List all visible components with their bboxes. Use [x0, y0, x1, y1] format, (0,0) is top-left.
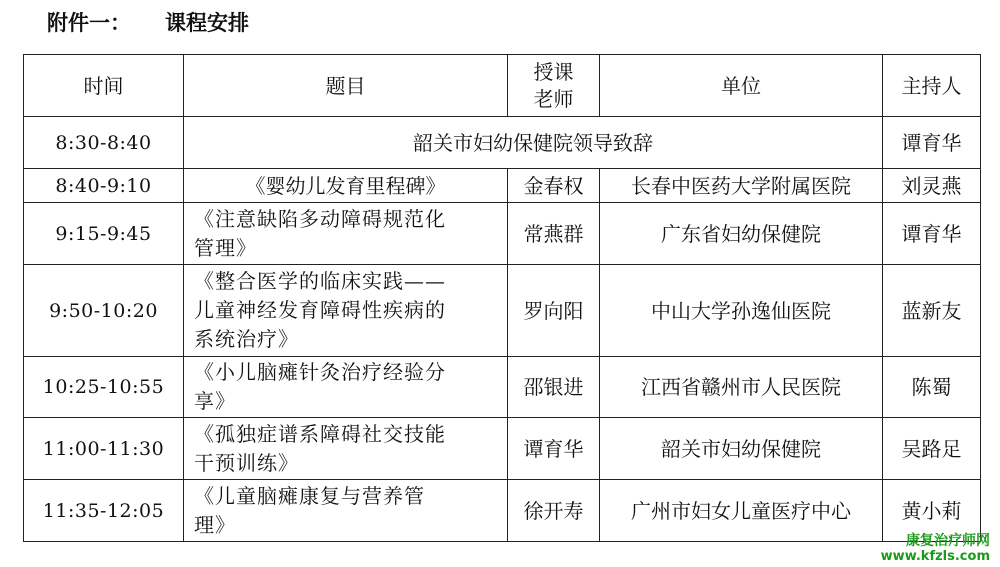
row-teacher: 罗向阳 [508, 265, 600, 357]
row-teacher: 常燕群 [508, 203, 600, 265]
row-topic-line: 干预训练》 [194, 450, 299, 475]
row-host: 陈蜀 [883, 357, 981, 418]
row-topic-line: 《儿童脑瘫康复与营养管 [194, 483, 425, 508]
header-teacher-line1: 授课 [533, 59, 574, 84]
opening-text: 韶关市妇幼保健院领导致辞 [184, 117, 883, 169]
heading-label: 附件一： [47, 11, 131, 35]
row-topic-line: 系统治疗》 [194, 327, 299, 351]
table-row [24, 418, 981, 480]
row-topic [184, 418, 508, 480]
table-row [24, 480, 981, 542]
opening-host: 谭育华 [883, 117, 981, 169]
row-host: 吴路足 [883, 418, 981, 480]
header-teacher-line2: 老师 [533, 86, 574, 111]
row-teacher: 邵银进 [508, 357, 600, 418]
row-teacher: 金春权 [508, 169, 600, 203]
row-time: 11:35-12:05 [24, 480, 184, 542]
row-host: 蓝新友 [883, 265, 981, 357]
row-unit: 长春中医药大学附属医院 [600, 169, 883, 203]
header-host: 主持人 [883, 55, 981, 117]
header-topic: 题目 [184, 55, 508, 117]
row-unit: 韶关市妇幼保健院 [600, 418, 883, 480]
row-topic [184, 480, 508, 542]
row-topic [184, 169, 508, 203]
table-row [24, 169, 981, 203]
row-topic-line: 儿童神经发育障碍性疾病的 [194, 298, 446, 322]
row-time: 10:25-10:55 [24, 357, 184, 418]
table-row [24, 357, 981, 418]
row-teacher: 谭育华 [508, 418, 600, 480]
header-time: 时间 [24, 55, 184, 117]
row-topic-line: 管理》 [194, 235, 257, 260]
table-header-row [24, 55, 981, 117]
row-host: 刘灵燕 [883, 169, 981, 203]
table-row-opening [24, 117, 981, 169]
row-topic-line: 《小儿脑瘫针灸治疗经验分 [194, 360, 446, 384]
opening-time: 8:30-8:40 [24, 117, 184, 169]
row-time: 9:50-10:20 [24, 265, 184, 357]
row-topic-line: 《孤独症谱系障碍社交技能 [194, 421, 446, 446]
row-unit: 广州市妇女儿童医疗中心 [600, 480, 883, 542]
row-topic [184, 357, 508, 418]
row-topic-line: 《注意缺陷多动障碍规范化 [194, 206, 446, 231]
row-unit: 广东省妇幼保健院 [600, 203, 883, 265]
site-watermark [881, 533, 990, 565]
row-topic-line: 理》 [194, 512, 236, 537]
header-teacher [508, 55, 600, 117]
row-topic [184, 265, 508, 357]
row-host: 黄小莉 [883, 480, 981, 542]
row-topic-line: 《婴幼儿发育里程碑》 [245, 173, 446, 198]
row-host: 谭育华 [883, 203, 981, 265]
row-time: 8:40-9:10 [24, 169, 184, 203]
row-unit: 江西省赣州市人民医院 [600, 357, 883, 418]
table-row [24, 203, 981, 265]
schedule-table [23, 54, 981, 542]
row-topic-line: 享》 [194, 389, 236, 413]
row-unit: 中山大学孙逸仙医院 [600, 265, 883, 357]
row-topic [184, 203, 508, 265]
heading-title: 课程安排 [165, 11, 249, 35]
row-time: 11:00-11:30 [24, 418, 184, 480]
watermark-url: www.kfzls.com [880, 549, 990, 564]
row-time: 9:15-9:45 [24, 203, 184, 265]
row-teacher: 徐开寿 [508, 480, 600, 542]
table-row [24, 265, 981, 357]
header-unit: 单位 [600, 55, 883, 117]
watermark-site-name: 康复治疗师网 [906, 533, 990, 549]
page-heading [47, 8, 249, 38]
row-topic-line: 《整合医学的临床实践—— [194, 269, 446, 293]
